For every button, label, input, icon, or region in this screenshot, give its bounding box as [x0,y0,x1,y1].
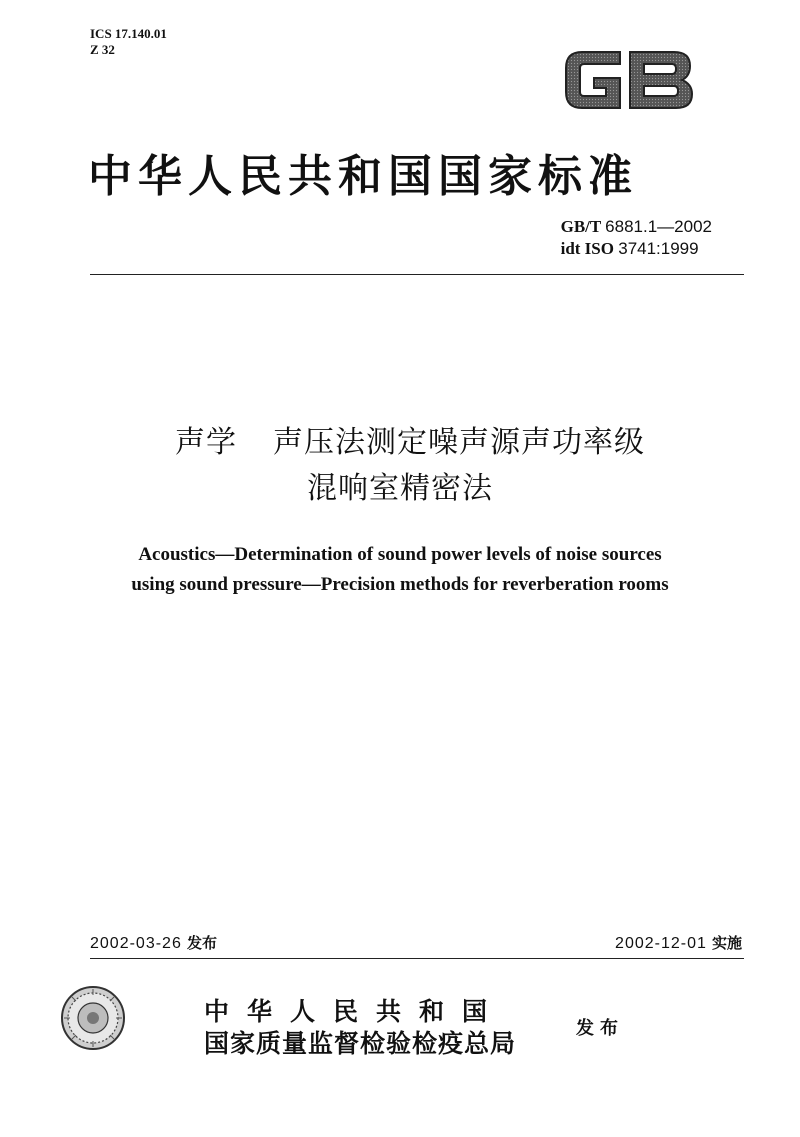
issuer-line2: 国家质量监督检验检疫总局 [204,1029,517,1058]
header-divider [90,274,744,275]
idt-prefix: idt ISO [560,239,614,258]
english-title [0,540,800,600]
implementation-date-block [615,932,742,953]
gb-logo-icon [558,44,698,116]
chinese-title-subject: 声学 [175,425,237,460]
footer-divider [90,958,744,959]
standard-prefix: GB/T [560,217,601,236]
chinese-title-line2: 混响室精密法 [307,471,493,506]
ics-code: ICS 17.140.01 [90,26,167,41]
chinese-title-line1 [0,420,800,466]
standard-number-block [561,216,712,260]
idt-reference [561,238,712,260]
chinese-title [0,420,800,512]
implementation-label: 实施 [711,934,742,952]
standard-code: 6881.1—2002 [605,217,712,236]
classification-codes [90,26,167,58]
document-type-title: 中华人民共和国国家标准 [88,151,638,202]
issue-date-block [90,932,217,953]
implementation-date: 2002-12-01 [615,935,707,952]
english-title-line2: using sound pressure—Precision methods for reverberation rooms [131,574,669,595]
z-code: Z 32 [90,42,115,57]
english-title-line1: Acoustics—Determination of sound power levels of noise sources [138,544,662,565]
issuing-authority [204,996,516,1060]
idt-code: 3741:1999 [618,239,699,258]
standard-number [561,216,712,238]
issue-label: 发布 [186,934,217,952]
issue-date: 2002-03-26 [90,935,182,952]
issuer-line1: 中华人民共和国 [204,997,506,1026]
chinese-title-main: 声压法测定噪声源声功率级 [273,425,645,460]
seal-icon [60,985,126,1051]
publish-label: 发布 [576,1018,624,1039]
